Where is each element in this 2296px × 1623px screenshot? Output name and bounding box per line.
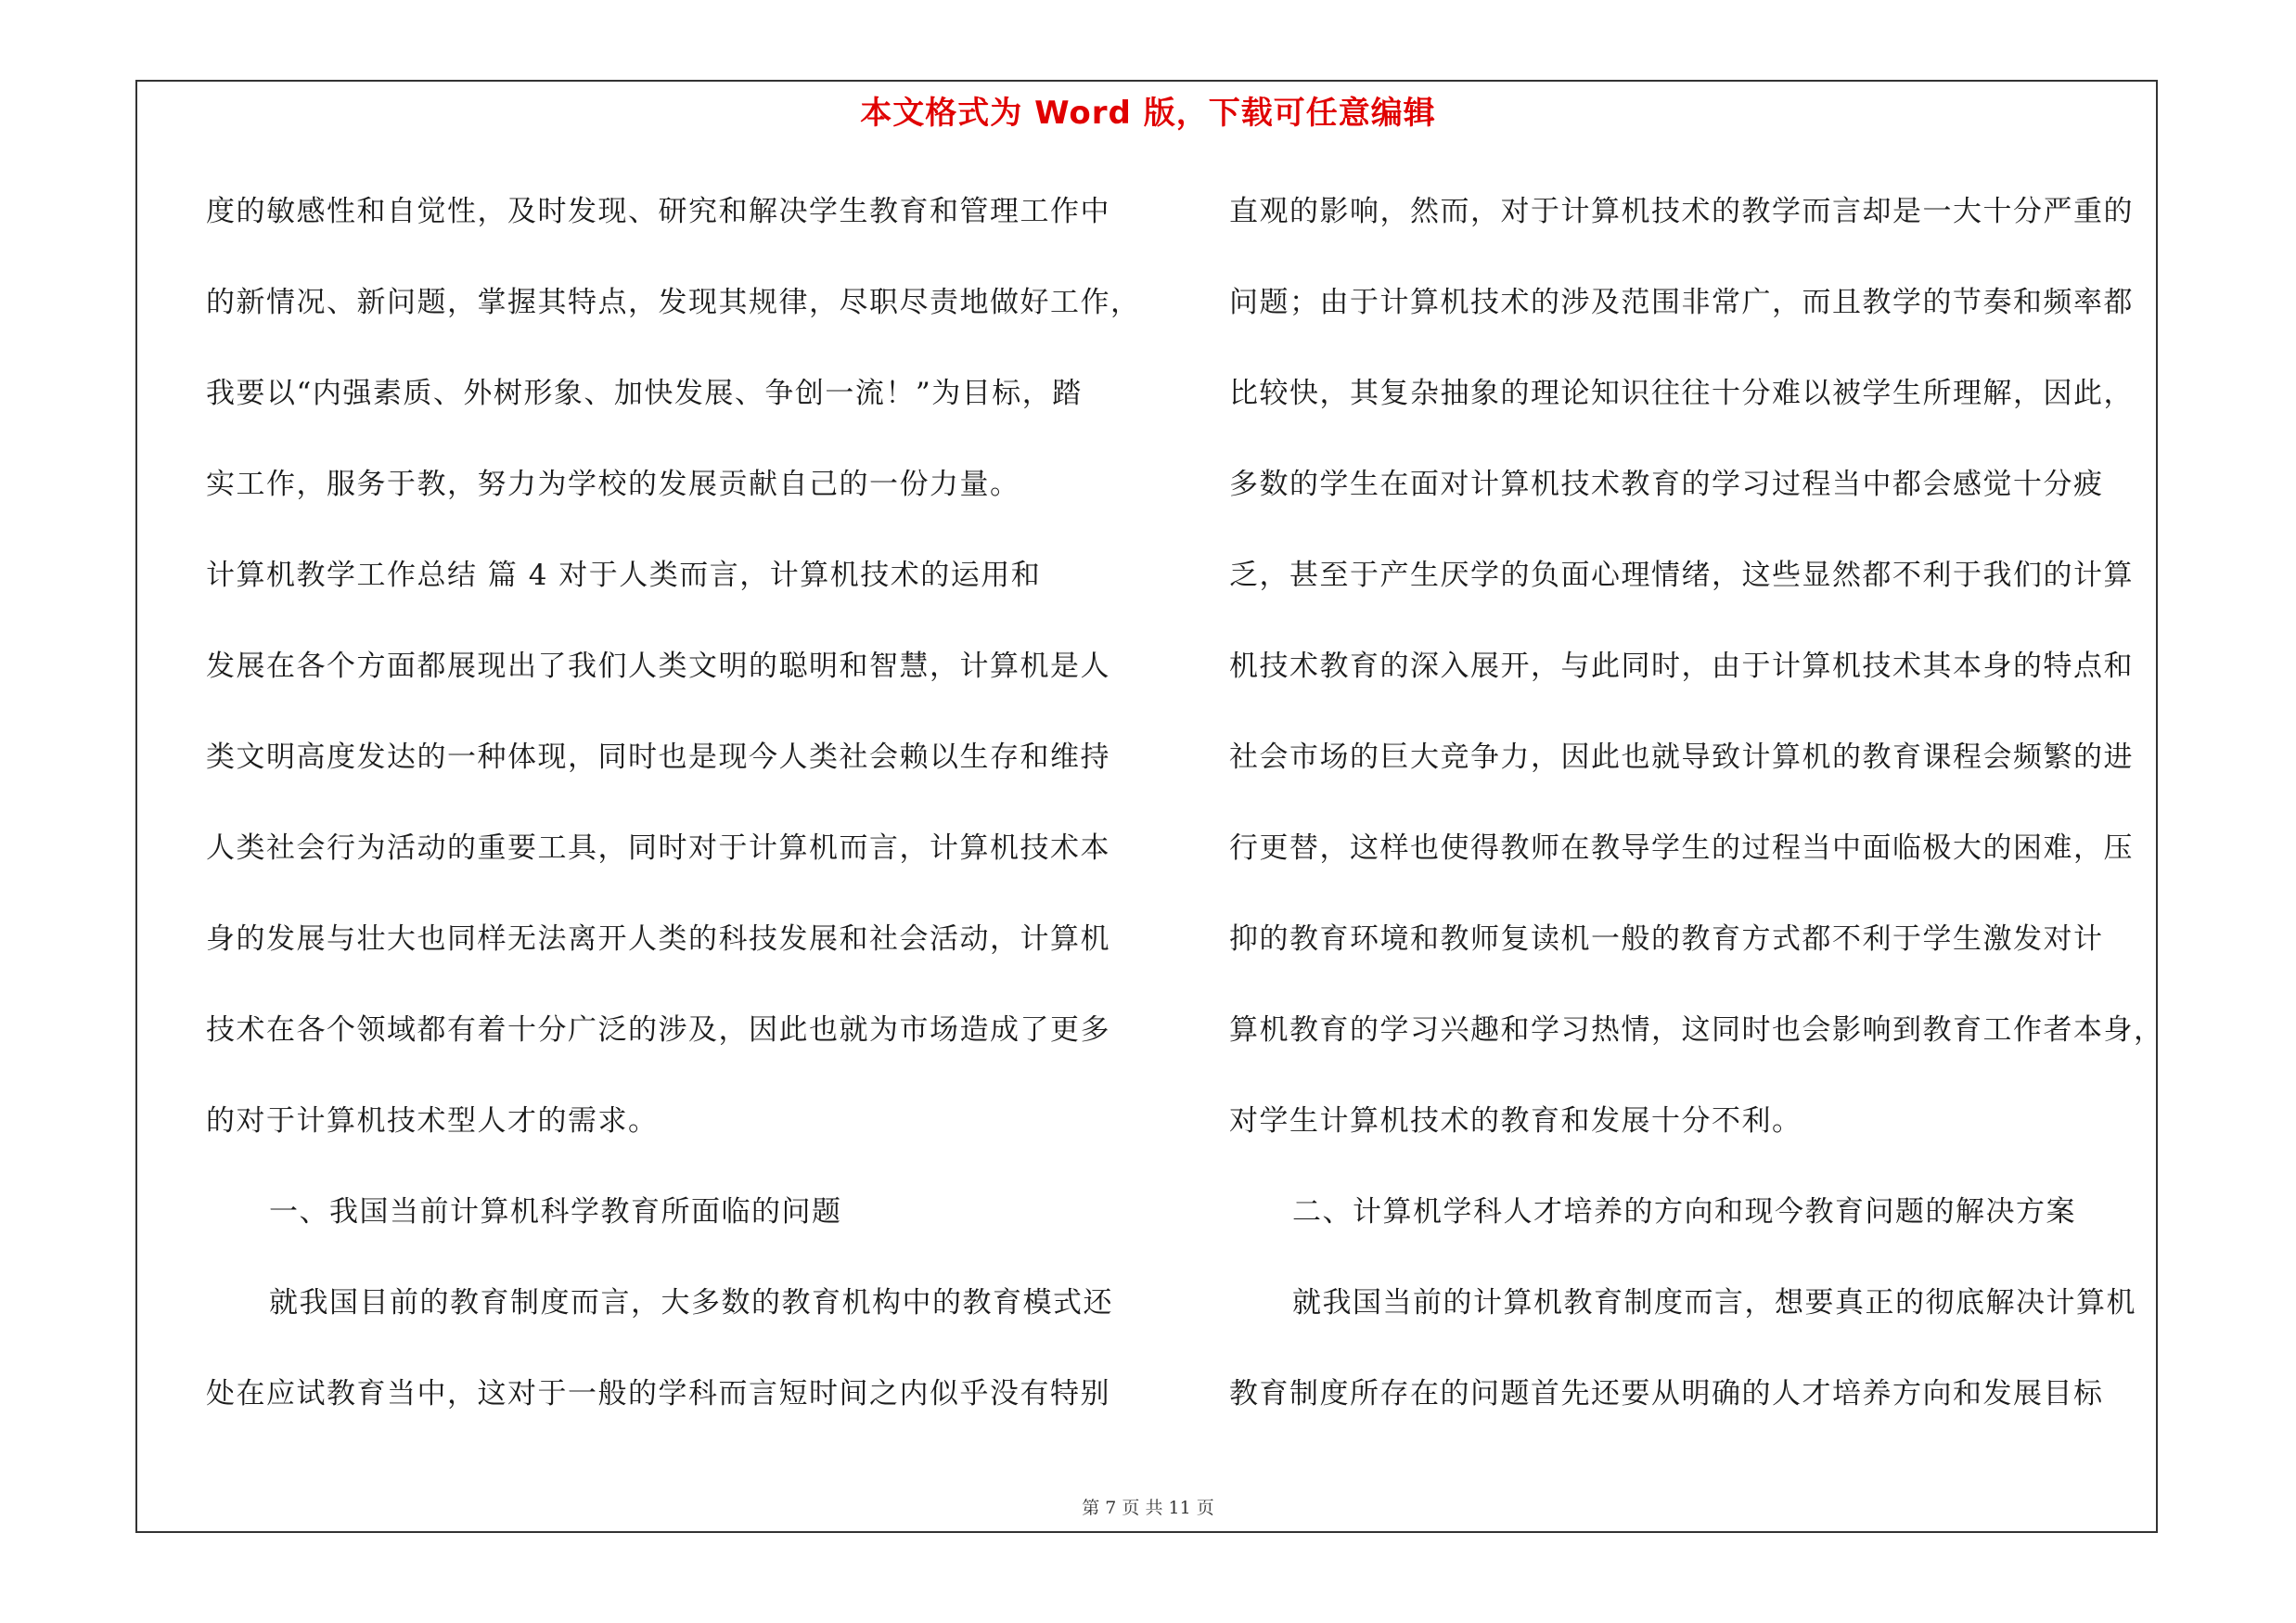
text-line: 技术在各个领域都有着十分广泛的涉及，因此也就为市场造成了更多 <box>206 1013 1110 1047</box>
page-number-footer: 第 7 页 共 11 页 <box>1082 1498 1214 1518</box>
text-line: 教育制度所存在的问题首先还要从明确的人才培养方向和发展目标 <box>1229 1377 2104 1410</box>
text-line: 的对于计算机技术型人才的需求。 <box>206 1104 659 1138</box>
right-text-column <box>1229 184 2164 1457</box>
text-line: 处在应试教育当中，这对于一般的学科而言短时间之内似乎没有特别 <box>206 1377 1110 1410</box>
text-line: 直观的影响，然而，对于计算机技术的教学而言却是一大十分严重的 <box>1229 195 2134 228</box>
text-line: 算机教育的学习兴趣和学习热情，这同时也会影响到教育工作者本身， <box>1229 1013 2164 1047</box>
text-line: 抑的教育环境和教师复读机一般的教育方式都不利于学生激发对计 <box>1229 922 2104 956</box>
left-text-column <box>206 184 1141 1457</box>
text-line: 就我国当前的计算机教育制度而言，想要真正的彻底解决计算机 <box>1292 1286 2136 1320</box>
text-line: 身的发展与壮大也同样无法离开人类的科技发展和社会活动，计算机 <box>206 922 1110 956</box>
text-line: 我要以“内强素质、外树形象、加快发展、争创一流！”为目标，踏 <box>206 377 1083 410</box>
text-line: 类文明高度发达的一种体现，同时也是现今人类社会赖以生存和维持 <box>206 741 1110 774</box>
text-line: 乏，甚至于产生厌学的负面心理情绪，这些显然都不利于我们的计算 <box>1229 559 2134 592</box>
text-line: 的新情况、新问题，掌握其特点，发现其规律，尽职尽责地做好工作， <box>206 286 1141 319</box>
text-line: 计算机教学工作总结 篇 4 对于人类而言，计算机技术的运用和 <box>206 559 1042 592</box>
text-line: 社会市场的巨大竞争力，因此也就导致计算机的教育课程会频繁的进 <box>1229 741 2134 774</box>
text-line: 就我国目前的教育制度而言，大多数的教育机构中的教育模式还 <box>269 1286 1113 1320</box>
text-line: 问题；由于计算机技术的涉及范围非常广，而且教学的节奏和频率都 <box>1229 286 2134 319</box>
text-line: 行更替，这样也使得教师在教导学生的过程当中面临极大的困难，压 <box>1229 831 2134 865</box>
text-line: 人类社会行为活动的重要工具，同时对于计算机而言，计算机技术本 <box>206 831 1110 865</box>
text-line: 实工作，服务于教，努力为学校的发展贡献自己的一份力量。 <box>206 468 1020 501</box>
format-notice-banner: 本文格式为 Word 版，下载可任意编辑 <box>860 95 1436 132</box>
text-line: 一、我国当前计算机科学教育所面临的问题 <box>269 1195 842 1229</box>
text-line: 度的敏感性和自觉性，及时发现、研究和解决学生教育和管理工作中 <box>206 195 1110 228</box>
text-line: 机技术教育的深入展开，与此同时，由于计算机技术其本身的特点和 <box>1229 650 2134 683</box>
text-line: 比较快，其复杂抽象的理论知识往往十分难以被学生所理解，因此， <box>1229 377 2134 410</box>
text-line: 多数的学生在面对计算机技术教育的学习过程当中都会感觉十分疲 <box>1229 468 2104 501</box>
text-line: 发展在各个方面都展现出了我们人类文明的聪明和智慧，计算机是人 <box>206 650 1110 683</box>
text-line: 对学生计算机技术的教育和发展十分不利。 <box>1229 1104 1802 1138</box>
text-line: 二、计算机学科人才培养的方向和现今教育问题的解决方案 <box>1292 1195 2076 1229</box>
